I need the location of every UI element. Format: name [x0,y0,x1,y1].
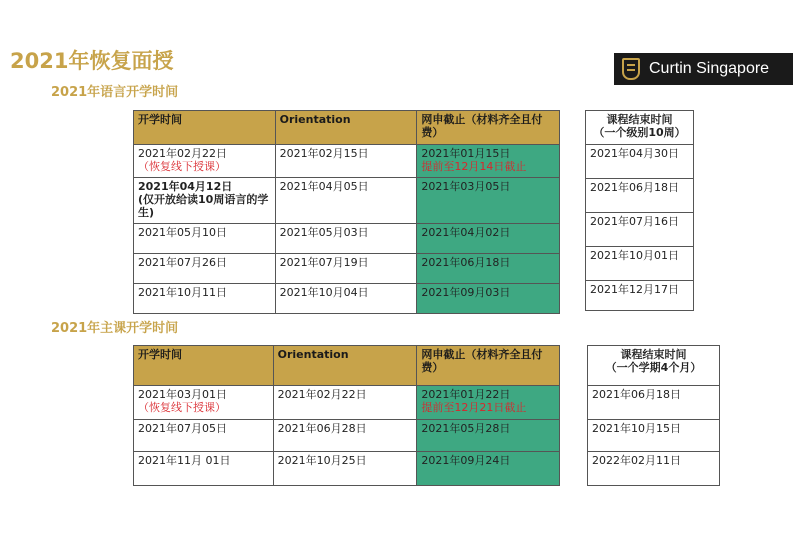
end-date-cell: 2021年06月18日 [588,386,720,420]
header-start: 开学时间 [134,111,276,145]
header-deadline: 网申截止（材料齐全且付费） [417,111,560,145]
start-cell: 2021年07月05日 [134,420,274,452]
orientation-cell: 2021年07月19日 [275,254,417,284]
table-row [134,452,560,486]
language-section-title: 2021年语言开学时间 [51,85,179,100]
end-date-cell: 2021年06月18日 [586,179,694,213]
orientation-cell: 2021年05月03日 [275,224,417,254]
orientation-cell: 2021年10月04日 [275,284,417,314]
deadline-cell: 2021年04月02日 [417,224,560,254]
header-orientation: Orientation [275,111,417,145]
orientation-cell: 2021年02月22日 [273,386,417,420]
logo-text: Curtin Singapore [649,60,770,77]
header-start: 开学时间 [134,346,274,386]
deadline-cell: 2021年06月18日 [417,254,560,284]
orientation-cell: 2021年10月25日 [273,452,417,486]
table-row [134,178,560,224]
end-date-cell: 2021年04月30日 [586,145,694,179]
start-cell: 2021年04月12日 (仅开放给读10周语言的学生) [134,178,276,224]
deadline-cell: 2021年01月15日 提前至12月14日截止 [417,145,560,178]
end-date-cell: 2022年02月11日 [588,452,720,486]
language-end-table [585,110,694,311]
start-note: (仅开放给读10周语言的学生) [138,193,269,219]
table-row [134,284,560,314]
end-date-cell: 2021年10月15日 [588,420,720,452]
deadline-cell: 2021年09月24日 [417,452,560,486]
table-row [134,224,560,254]
orientation-cell: 2021年06月28日 [273,420,417,452]
start-cell: 2021年02月22日 （恢复线下授课） [134,145,276,178]
main-end-table [587,345,720,486]
deadline-note: 提前至12月21日截止 [421,401,527,414]
orientation-cell: 2021年02月15日 [275,145,417,178]
page-title: 2021年恢复面授 [10,49,174,73]
table-row [134,254,560,284]
start-cell: 2021年07月26日 [134,254,276,284]
end-date-cell: 2021年12月17日 [586,281,694,311]
end-date-cell: 2021年07月16日 [586,213,694,247]
orientation-cell: 2021年04月05日 [275,178,417,224]
deadline-cell: 2021年05月28日 [417,420,560,452]
main-section-title: 2021年主课开学时间 [51,321,179,336]
start-note: （恢复线下授课） [138,401,226,414]
table-row [134,386,560,420]
start-cell: 2021年05月10日 [134,224,276,254]
header-orientation: Orientation [273,346,417,386]
deadline-cell: 2021年03月05日 [417,178,560,224]
start-cell: 2021年10月11日 [134,284,276,314]
start-cell: 2021年11月 01日 [134,452,274,486]
curtin-shield-icon [622,58,640,80]
end-header: 课程结束时间 （一个学期4个月） [588,346,720,386]
deadline-note: 提前至12月14日截止 [421,160,527,173]
language-schedule-table [133,110,560,314]
table-row [134,420,560,452]
main-schedule-table [133,345,560,486]
header-deadline: 网申截止（材料齐全且付费） [417,346,560,386]
deadline-cell: 2021年01月22日 提前至12月21日截止 [417,386,560,420]
end-header: 课程结束时间 （一个级别10周） [586,111,694,145]
start-note: （恢复线下授课） [138,160,226,173]
deadline-cell: 2021年09月03日 [417,284,560,314]
table-row [134,145,560,178]
curtin-logo [614,53,793,85]
end-date-cell: 2021年10月01日 [586,247,694,281]
start-cell: 2021年03月01日 （恢复线下授课） [134,386,274,420]
